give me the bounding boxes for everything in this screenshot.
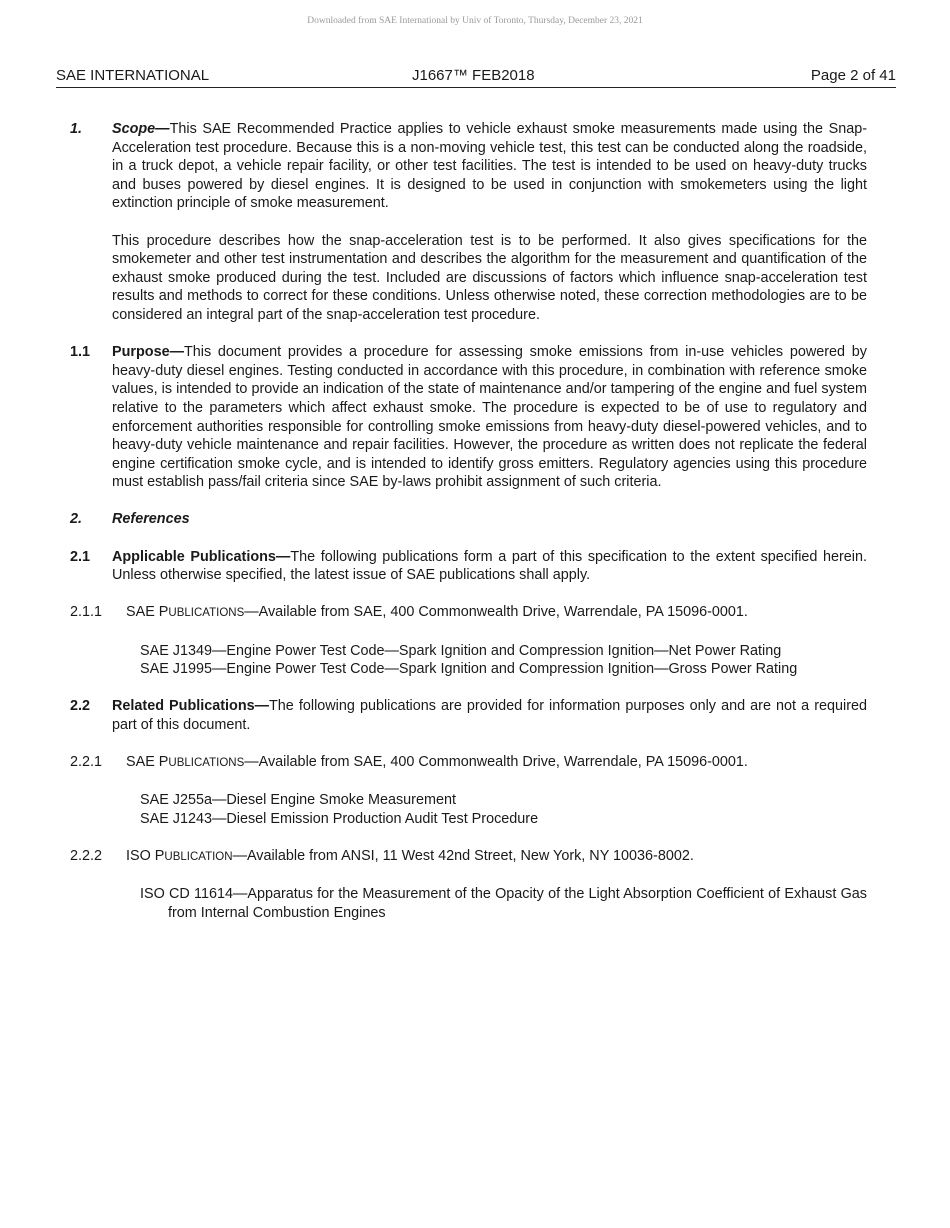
header-publisher: SAE INTERNATIONAL: [56, 67, 210, 84]
section-title: Applicable Publications—: [112, 548, 291, 565]
section-related-publications: [70, 697, 867, 734]
label-smallcaps: UBLICATIONS: [168, 757, 245, 770]
related-publications-text: The following publications are provided for information purposes only and are not a required part of this document.: [112, 698, 867, 733]
section-number: 1.1: [70, 344, 91, 361]
download-watermark: Downloaded from SAE International by Univ of Toronto, Thursday, December 23, 2021: [307, 16, 643, 26]
section-applicable-publications: [70, 548, 867, 585]
label-smallcaps: UBLICATIONS: [168, 607, 245, 620]
purpose-paragraph: This document provides a procedure for assessing smoke emissions from in-use vehicles powered by heavy-duty diesel engines. Testing conducted in accordance with this procedure, in combination with reference smoke values, is intended to provide an indication of the state of maintenance and/or tampering of the engine and fuel system relative to the parameters which affect exhaust smoke. The procedure is expected to be of use to regulatory and enforcement authorities responsible for controlling smoke emissions from heavy-duty diesel-powered vehicles, and to heavy-duty vehicle maintenance and repair facilities. However, the procedure as written does not replicate the federal engine certification smoke cycle, and is intended to identify gross emitters. Regulatory agencies using this procedure must establish pass/fail criteria since SAE by-laws prohibit assignment of such criteria.: [112, 344, 867, 491]
availability-text: —Available from SAE, 400 Commonwealth Drive, Warrendale, PA 15096-0001.: [244, 604, 748, 621]
page-header: [56, 66, 896, 88]
document-body: [70, 120, 867, 923]
section-references: [70, 510, 867, 529]
section-number: 1.: [70, 121, 83, 137]
section-number: 2.1.1: [70, 604, 103, 621]
section-number: 2.2: [70, 698, 91, 715]
reference-item: ISO CD 11614—Apparatus for the Measurement of the Opacity of the Light Absorption Coefficient of Exhaust Gas from Internal Combustion Engines: [140, 886, 867, 921]
section-number: 2.: [70, 511, 83, 528]
availability-text: —Available from ANSI, 11 West 42nd Street, New York, NY 10036-8002.: [232, 848, 694, 865]
label-smallcaps: UBLICATION: [164, 851, 233, 864]
section-sae-publications-applicable: [70, 603, 867, 623]
scope-paragraph-2-block: [70, 232, 867, 325]
reference-item: SAE J255a—Diesel Engine Smoke Measurement: [140, 792, 456, 809]
header-doc-id: J1667™ FEB2018: [412, 67, 535, 84]
section-iso-publication: [70, 847, 867, 867]
section-title: Purpose—: [112, 344, 184, 361]
section-number: 2.2.2: [70, 848, 103, 865]
reference-item: SAE J1243—Diesel Emission Production Audit Test Procedure: [140, 810, 539, 827]
section-number: 2.1: [70, 548, 91, 565]
applicable-publications-text: The following publications form a part of this specification to the extent specified herein. Unless otherwise specified, the latest issue of SAE publications shall apply.: [112, 548, 867, 584]
section-title: References: [112, 511, 190, 528]
section-title: Scope—: [112, 121, 170, 137]
section-title: Related Publications—: [112, 698, 270, 715]
label-prefix: SAE P: [126, 604, 169, 621]
header-page-number: Page 2 of 41: [810, 67, 896, 84]
section-scope: [70, 120, 867, 213]
reference-item: SAE J1995—Engine Power Test Code—Spark Ignition and Compression Ignition—Gross Power Rating: [140, 661, 798, 678]
reference-item: SAE J1349—Engine Power Test Code—Spark Ignition and Compression Ignition—Net Power Rating: [140, 642, 782, 659]
availability-text: —Available from SAE, 400 Commonwealth Drive, Warrendale, PA 15096-0001.: [244, 754, 748, 771]
section-sae-publications-related: [70, 753, 867, 773]
section-number: 2.2.1: [70, 754, 103, 771]
section-purpose: [70, 343, 867, 492]
scope-paragraph-1: This SAE Recommended Practice applies to vehicle exhaust smoke measurements made using the Snap-Acceleration test procedure. Because this is a non-moving vehicle test, this test can be conducted along the roadside, in a truck depot, a vehicle repair facility, or other test facilities. The test is intended to be used on heavy-duty trucks and buses powered by diesel engines. It is designed to be used in conjunction with smokemeters using the light extinction principle of smoke measurement.: [112, 121, 867, 212]
label-prefix: ISO P: [126, 848, 165, 865]
label-prefix: SAE P: [126, 754, 169, 771]
scope-paragraph-2: This procedure describes how the snap-acceleration test is to be performed. It also gives specifications for the smokemeter and other test instrumentation and describes the algorithm for the measurement and quantification of the exhaust smoke produced during the test. Included are discussions of factors which influence snap-acceleration test results and methods to correct for these conditions. Unless otherwise noted, these correction methodologies are to be considered an integral part of the snap-acceleration test procedure.: [112, 232, 867, 323]
reference-list: [140, 642, 867, 679]
reference-list: [140, 791, 867, 828]
